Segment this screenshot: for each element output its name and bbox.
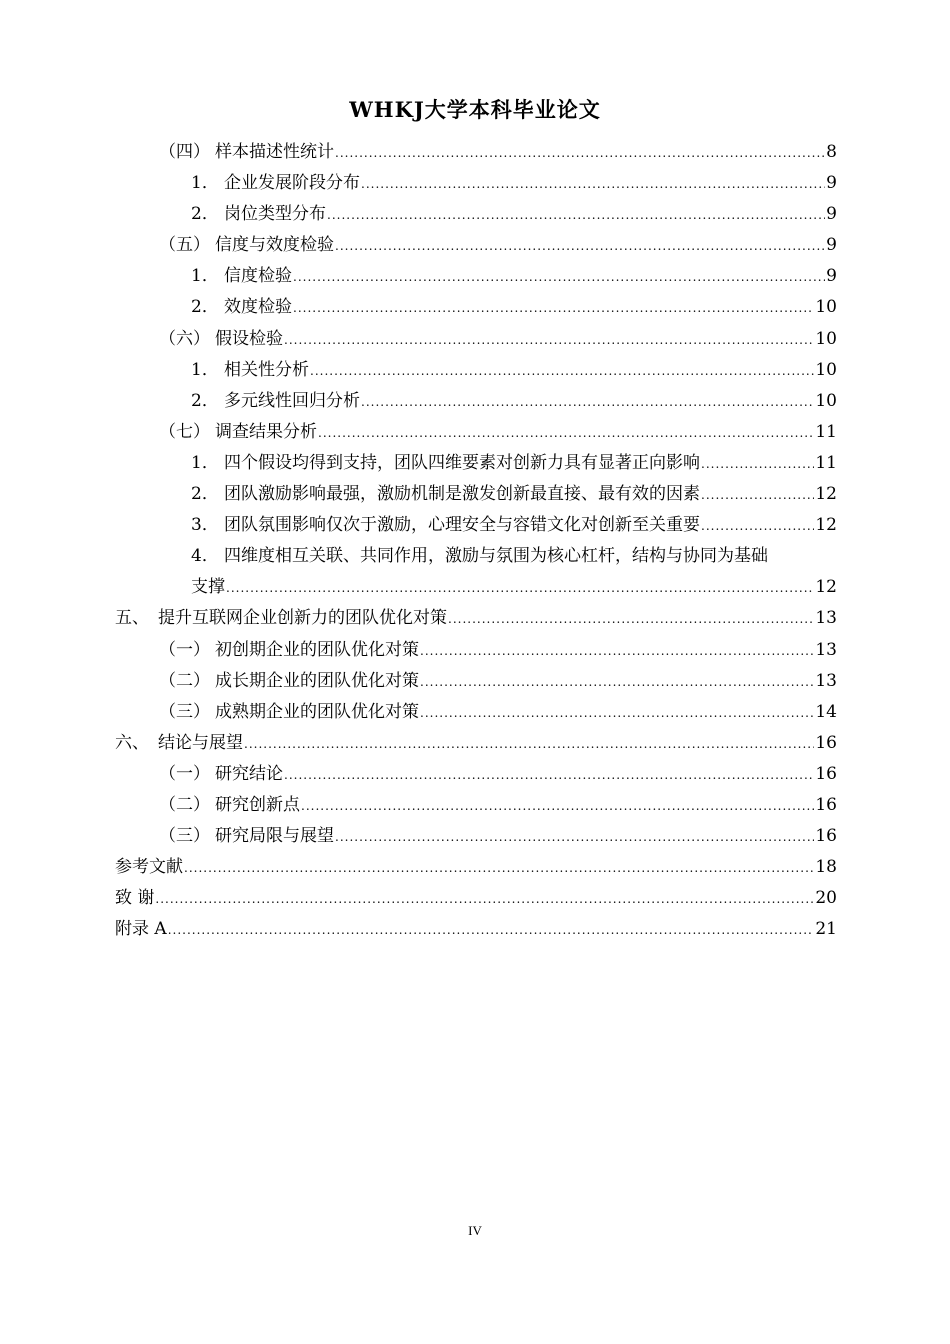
toc-entry-title: 成熟期企业的团队优化对策 — [215, 701, 419, 722]
toc-entry[interactable] — [115, 510, 837, 541]
toc-dot-leader — [155, 884, 814, 915]
toc-entry[interactable] — [115, 324, 837, 355]
toc-entry-number: （二） — [159, 794, 210, 815]
toc-entry-page: 8 — [826, 142, 837, 162]
toc-entry[interactable] — [115, 666, 837, 697]
toc-dot-leader — [420, 698, 814, 729]
toc-entry-title: 附录 A — [115, 919, 167, 940]
toc-entry-title: 成长期企业的团队优化对策 — [215, 670, 419, 691]
toc-entry-title: 初创期企业的团队优化对策 — [215, 639, 419, 660]
toc-entry-title: 团队氛围影响仅次于激励，心理安全与容错文化对创新至关重要 — [224, 515, 700, 536]
toc-dot-leader — [168, 915, 815, 946]
toc-entry-title: 信度检验 — [224, 266, 292, 287]
toc-entry[interactable] — [115, 728, 837, 759]
toc-entry-page: 9 — [826, 204, 837, 225]
toc-entry-title: 提升互联网企业创新力的团队优化对策 — [158, 608, 447, 629]
toc-entry-number: 1． — [191, 173, 219, 194]
toc-entry[interactable] — [115, 199, 837, 230]
toc-entry[interactable] — [115, 821, 837, 852]
toc-entry-number: 3． — [191, 515, 219, 536]
toc-dot-leader — [701, 449, 814, 480]
toc-dot-leader — [361, 387, 814, 418]
toc-entry[interactable] — [115, 292, 837, 323]
toc-dot-leader — [420, 667, 814, 698]
toc-entry-number: （二） — [159, 670, 210, 691]
toc-dot-leader — [327, 200, 825, 231]
toc-entry[interactable] — [115, 168, 837, 199]
toc-entry-page: 13 — [815, 608, 837, 629]
toc-entry-title: 相关性分析 — [224, 359, 309, 380]
toc-entry-number: 2． — [191, 204, 219, 225]
toc-entry-number: （三） — [159, 701, 210, 722]
toc-entry[interactable] — [115, 137, 837, 168]
toc-entry-title: 效度检验 — [224, 297, 292, 318]
toc-entry[interactable] — [115, 759, 837, 790]
toc-entry-number: （四） — [159, 142, 210, 162]
toc-entry[interactable] — [115, 852, 837, 883]
toc-entry-page: 16 — [815, 794, 837, 815]
toc-entry-title: 样本描述性统计 — [215, 142, 334, 162]
toc-entry-page: 13 — [815, 670, 837, 691]
toc-entry[interactable] — [115, 790, 837, 821]
toc-entry-number: 2． — [191, 297, 219, 318]
toc-entry[interactable] — [115, 261, 837, 292]
toc-entry[interactable] — [115, 635, 837, 666]
toc-entry-number: 1． — [191, 452, 219, 473]
page-number: IV — [468, 1223, 482, 1238]
toc-dot-leader — [335, 138, 825, 169]
toc-entry-title: 岗位类型分布 — [224, 204, 326, 225]
toc-dot-leader — [184, 853, 814, 884]
toc-entry-number: （三） — [159, 826, 210, 847]
toc-dot-leader — [293, 262, 825, 293]
toc-dot-leader — [293, 293, 814, 324]
toc-entry-page: 9 — [826, 235, 837, 256]
toc-entry[interactable] — [115, 914, 837, 945]
table-of-contents — [115, 137, 837, 945]
running-header: WHKJ大学本科毕业论文 — [349, 97, 601, 122]
toc-entry-page: 9 — [826, 266, 837, 287]
toc-entry-number: （六） — [159, 328, 210, 349]
toc-entry-page: 12 — [815, 577, 837, 598]
toc-entry-title: 四维度相互关联、共同作用，激励与氛围为核心杠杆，结构与协同为基础 — [224, 546, 768, 567]
toc-entry-title: 四个假设均得到支持，团队四维要素对创新力具有显著正向影响 — [224, 452, 700, 473]
toc-entry-number: 五、 — [115, 608, 149, 629]
toc-entry-page: 13 — [815, 639, 837, 660]
toc-entry[interactable] — [115, 386, 837, 417]
toc-entry-page: 16 — [815, 826, 837, 847]
toc-entry-number: 2． — [191, 390, 219, 411]
toc-entry[interactable] — [115, 883, 837, 914]
toc-entry-page: 10 — [815, 390, 837, 411]
toc-entry-number: 1． — [191, 359, 219, 380]
toc-entry-number: 六、 — [115, 732, 149, 753]
toc-dot-leader — [284, 760, 814, 791]
toc-entry-page: 11 — [815, 452, 837, 473]
toc-dot-leader — [284, 325, 814, 356]
toc-entry-page: 10 — [815, 297, 837, 318]
toc-entry-title: 研究结论 — [215, 763, 283, 784]
toc-entry-page: 20 — [815, 888, 837, 909]
toc-entry[interactable] — [115, 417, 837, 448]
toc-entry-title: 多元线性回归分析 — [224, 390, 360, 411]
toc-entry-title: 参考文献 — [115, 857, 183, 878]
toc-dot-leader — [318, 418, 814, 449]
toc-entry[interactable] — [115, 230, 837, 261]
toc-entry-page: 14 — [815, 701, 837, 722]
toc-entry-number: 1． — [191, 266, 219, 287]
toc-dot-leader — [335, 822, 814, 853]
toc-entry[interactable] — [115, 479, 837, 510]
toc-entry-page: 9 — [826, 173, 837, 194]
toc-entry-page: 18 — [815, 857, 837, 878]
toc-dot-leader — [310, 356, 814, 387]
toc-entry-page: 11 — [815, 421, 837, 442]
toc-entry[interactable] — [115, 541, 837, 572]
toc-entry[interactable] — [115, 448, 837, 479]
toc-entry-page: 10 — [815, 328, 837, 349]
toc-entry-title: 研究创新点 — [215, 794, 300, 815]
toc-entry-title-continuation: 支撑 — [191, 577, 225, 598]
toc-entry-continuation[interactable] — [115, 572, 837, 603]
toc-entry-title: 致 谢 — [115, 888, 155, 909]
toc-entry-page: 10 — [815, 359, 837, 380]
toc-entry[interactable] — [115, 355, 837, 386]
toc-dot-leader — [420, 636, 814, 667]
toc-entry-title: 调查结果分析 — [215, 421, 317, 442]
toc-entry-title: 团队激励影响最强，激励机制是激发创新最直接、最有效的因素 — [224, 484, 700, 505]
toc-entry-page: 21 — [815, 919, 837, 940]
toc-entry-title: 研究局限与展望 — [215, 826, 334, 847]
toc-entry-title: 企业发展阶段分布 — [224, 173, 360, 194]
toc-entry-number: 4． — [191, 546, 219, 567]
toc-entry[interactable] — [115, 603, 837, 634]
toc-entry-number: （五） — [159, 235, 210, 256]
toc-entry-title: 信度与效度检验 — [215, 235, 334, 256]
toc-entry-page: 16 — [815, 763, 837, 784]
toc-dot-leader — [301, 791, 814, 822]
toc-dot-leader — [335, 231, 825, 262]
toc-entry-page: 12 — [815, 484, 837, 505]
toc-entry-number: 2． — [191, 484, 219, 505]
toc-entry-page: 16 — [815, 732, 837, 753]
toc-dot-leader — [448, 604, 814, 635]
toc-dot-leader — [361, 169, 825, 200]
toc-entry-number: （一） — [159, 763, 210, 784]
toc-entry-page: 12 — [815, 515, 837, 536]
toc-dot-leader — [701, 511, 814, 542]
toc-entry-title: 假设检验 — [215, 328, 283, 349]
toc-entry-number: （一） — [159, 639, 210, 660]
toc-entry-title: 结论与展望 — [158, 732, 243, 753]
toc-dot-leader — [244, 729, 814, 760]
toc-dot-leader — [701, 480, 814, 511]
toc-entry[interactable] — [115, 697, 837, 728]
toc-entry-number: （七） — [159, 421, 210, 442]
toc-dot-leader — [226, 573, 814, 604]
